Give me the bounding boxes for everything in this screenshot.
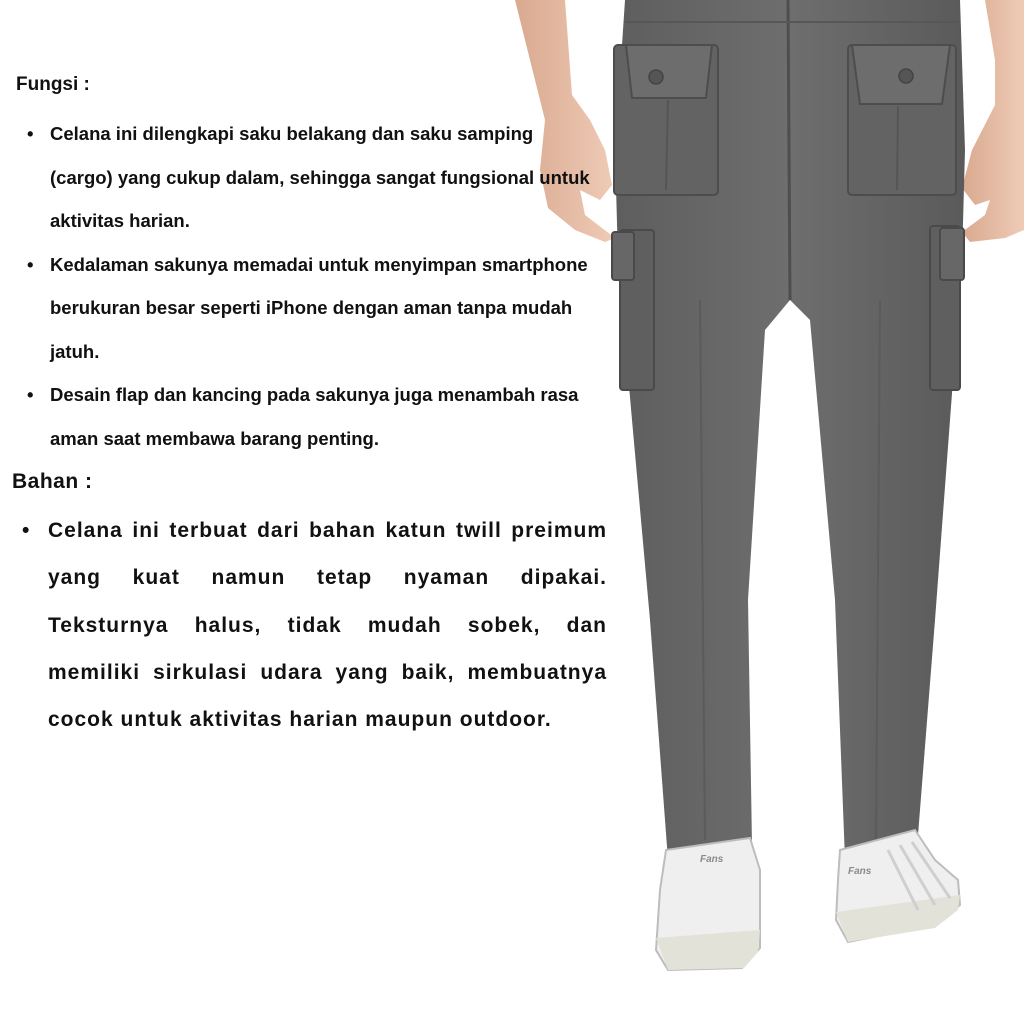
bahan-item	[0, 507, 607, 743]
fungsi-item-text: Celana ini dilengkapi saku belakang dan saku samping (cargo) yang cukup dalam, sehingga sangat fungsional untuk aktivitas harian.	[50, 123, 590, 231]
right-shoe-brand: Fans	[848, 866, 872, 877]
right-hand	[962, 0, 1024, 242]
fungsi-item-text: Kedalaman sakunya memadai untuk menyimpan smartphone berukuran besar seperti iPhone dengan aman tanpa mudah jatuh.	[50, 253, 588, 362]
right-shoe	[836, 830, 960, 942]
bullet-icon: •	[27, 253, 34, 275]
bullet-icon: •	[27, 123, 34, 144]
bahan-list	[0, 507, 607, 743]
bullet-icon: •	[27, 384, 34, 405]
cargo-pants	[612, 0, 965, 860]
fungsi-list	[0, 112, 600, 460]
bullet-icon: •	[22, 519, 31, 542]
bahan-heading: Bahan :	[12, 470, 93, 493]
fungsi-item	[0, 373, 600, 460]
left-shoe-brand: Fans	[700, 854, 724, 865]
fungsi-item	[0, 112, 600, 243]
fungsi-heading: Fungsi :	[16, 74, 90, 95]
fungsi-item-text: Desain flap dan kancing pada sakunya juga menambah rasa aman saat membawa barang penting.	[50, 384, 579, 449]
fungsi-item	[0, 243, 600, 374]
bahan-item-text: Celana ini terbuat dari bahan katun twill preimum yang kuat namun tetap nyaman dipakai. Teksturnya halus, tidak mudah sobek, dan memiliki sirkulasi udara yang baik, membuatnya cocok untuk aktivitas harian maupun outdoor.	[48, 519, 607, 732]
left-shoe	[656, 838, 760, 970]
